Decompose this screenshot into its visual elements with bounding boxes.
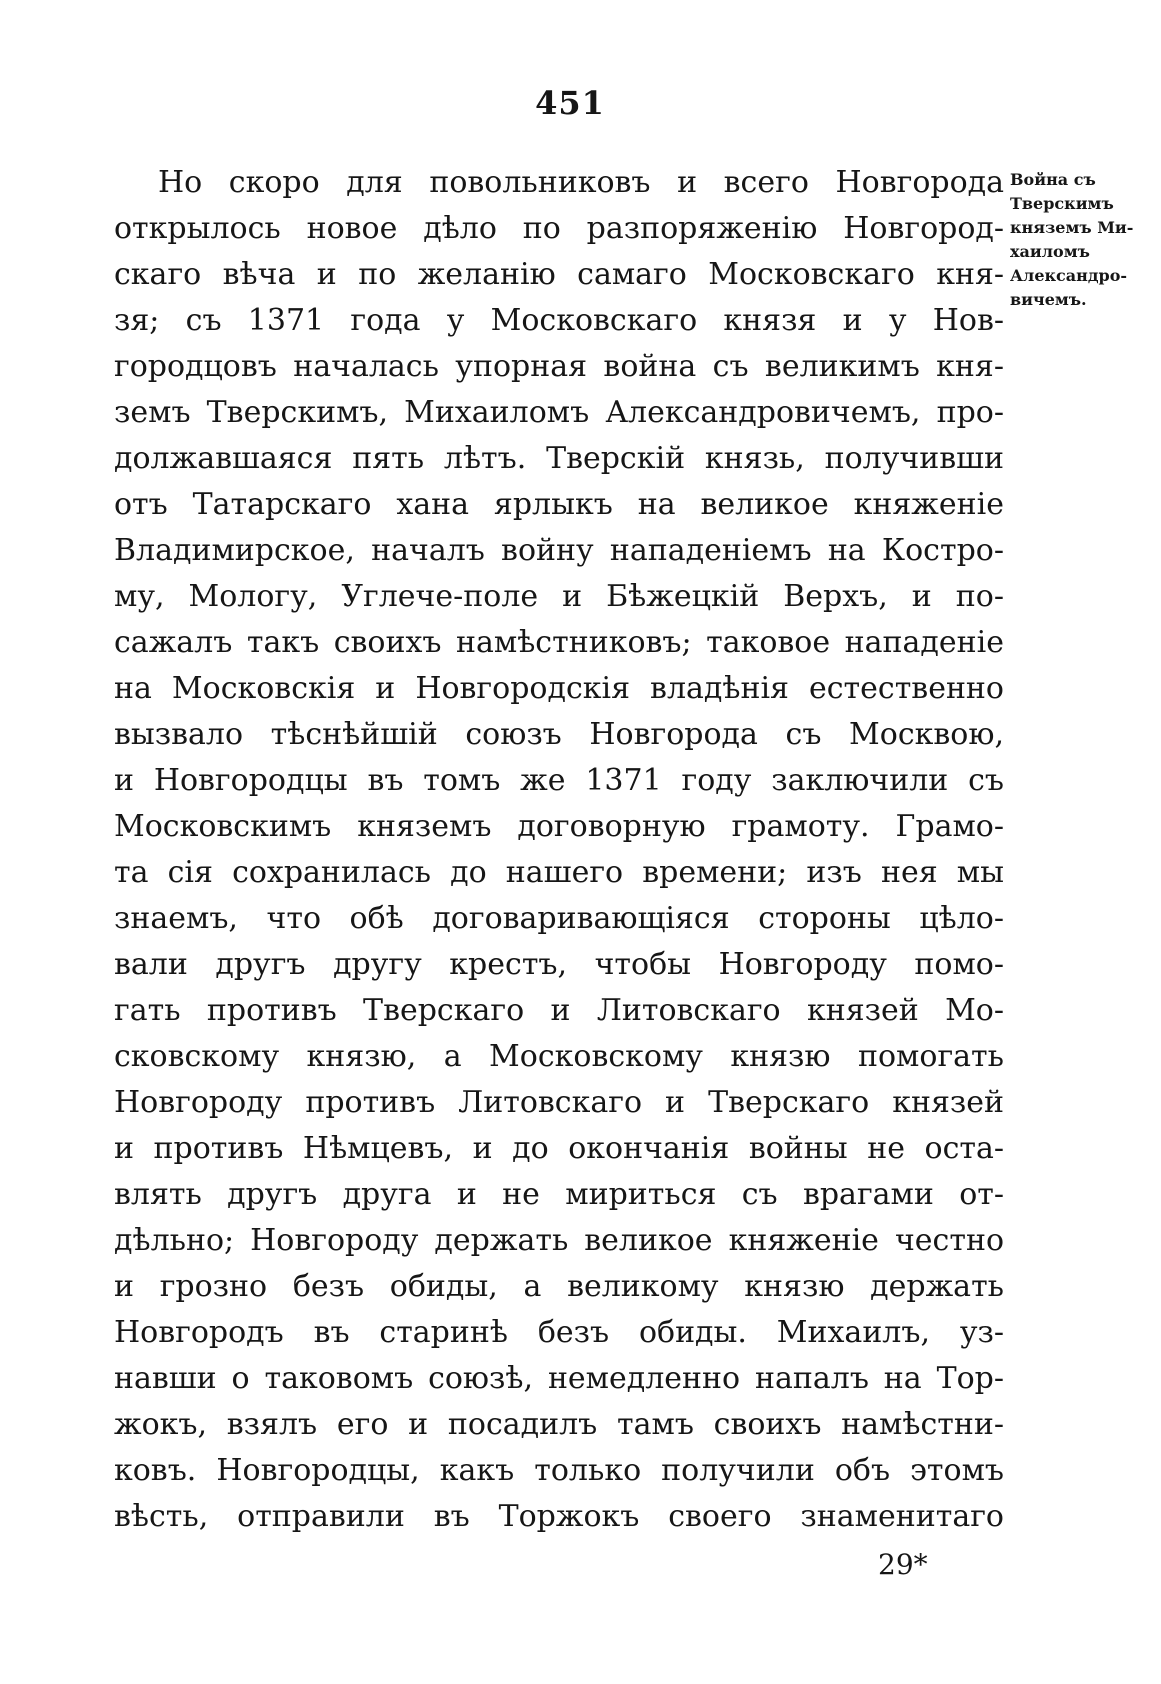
margin-note-line: хаиломъ bbox=[1010, 242, 1090, 261]
text-line: му, Мологу, Углече-поле и Бѣжецкій Верхъ, и по- bbox=[114, 579, 1004, 614]
margin-note-line: Тверскимъ bbox=[1010, 194, 1114, 213]
text-line: дѣльно; Новгороду держать великое княженіе честно bbox=[114, 1223, 1004, 1258]
text-line: ковъ. Новгородцы, какъ только получили объ этомъ bbox=[114, 1453, 1004, 1488]
text-line: и противъ Нѣмцевъ, и до окончанія войны не оста- bbox=[114, 1131, 1004, 1166]
text-line: Владимирское, началъ войну нападеніемъ на Костро- bbox=[114, 533, 1004, 568]
text-line: вызвало тѣснѣйшій союзъ Новгорода съ Москвою, bbox=[114, 717, 1004, 752]
text-line: гать противъ Тверскаго и Литовскаго князей Мо- bbox=[114, 993, 1004, 1028]
margin-note-line: вичемъ. bbox=[1010, 290, 1087, 309]
text-line: отъ Татарскаго хана ярлыкъ на великое княженіе bbox=[114, 487, 1004, 522]
text-line: на Московскія и Новгородскія владѣнія естественно bbox=[114, 671, 1004, 706]
text-line: знаемъ, что обѣ договаривающіяся стороны цѣло- bbox=[114, 901, 1004, 936]
margin-note-line: Александро- bbox=[1010, 266, 1128, 285]
text-line: открылось новое дѣло по разпоряженію Новгород- bbox=[114, 211, 1004, 246]
body-text bbox=[114, 160, 1004, 1540]
text-line: Московскимъ княземъ договорную грамоту. Грамо- bbox=[114, 809, 1004, 844]
page-number: 451 bbox=[535, 84, 605, 122]
text-line: навши о таковомъ союзѣ, немедленно напалъ на Тор- bbox=[114, 1361, 1004, 1396]
text-line: городцовъ началась упорная война съ великимъ кня- bbox=[114, 349, 1004, 384]
margin-note-line: княземъ Ми- bbox=[1010, 218, 1134, 237]
text-line: Но скоро для повольниковъ и всего Новгорода bbox=[158, 165, 1004, 200]
text-line: сковскому князю, а Московскому князю помогать bbox=[114, 1039, 1004, 1074]
text-line: и Новгородцы въ томъ же 1371 году заключили съ bbox=[114, 763, 1004, 798]
text-line: влять другъ друга и не мириться съ врагами от- bbox=[114, 1177, 1004, 1212]
text-line: зя; съ 1371 года у Московскаго князя и у Нов- bbox=[114, 303, 1004, 338]
text-line: Новгородъ въ старинѣ безъ обиды. Михаилъ, уз- bbox=[114, 1315, 1004, 1350]
margin-note-line: Война съ bbox=[1010, 170, 1096, 189]
text-line: скаго вѣча и по желанію самаго Московскаго кня- bbox=[114, 257, 1004, 292]
text-line: земъ Тверскимъ, Михаиломъ Александровичемъ, про- bbox=[114, 395, 1004, 430]
margin-note bbox=[1010, 168, 1158, 312]
text-line: сажалъ такъ своихъ намѣстниковъ; таковое нападеніе bbox=[114, 625, 1004, 660]
printer-signature-mark: 29* bbox=[878, 1548, 928, 1581]
text-line: вѣсть, отправили въ Торжокъ своего знаменитаго bbox=[114, 1499, 1004, 1534]
text-line: и грозно безъ обиды, а великому князю держать bbox=[114, 1269, 1004, 1304]
text-line: та сія сохранилась до нашего времени; изъ нея мы bbox=[114, 855, 1004, 890]
text-line: жокъ, взялъ его и посадилъ тамъ своихъ намѣстни- bbox=[114, 1407, 1004, 1442]
text-line: должавшаяся пять лѣтъ. Тверскій князь, получивши bbox=[114, 441, 1004, 476]
text-line: вали другъ другу крестъ, чтобы Новгороду помо- bbox=[114, 947, 1004, 982]
text-line: Новгороду противъ Литовскаго и Тверскаго князей bbox=[114, 1085, 1004, 1120]
